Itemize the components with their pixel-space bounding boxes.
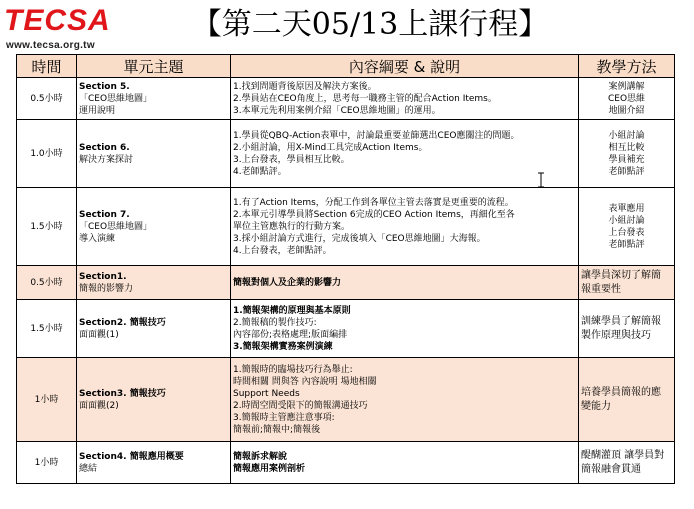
section-line: 導入演練 (79, 233, 116, 244)
tecsa-logo (4, 4, 114, 54)
content-line: 單位主管應執行的行動方案。 (233, 221, 351, 232)
table-header-row (17, 55, 675, 78)
content-cell (231, 442, 579, 484)
time-cell: 0.5小時 (17, 266, 77, 300)
method-line: 報重要性 (581, 283, 621, 295)
section-title: Section 7. (79, 209, 130, 220)
method-cell (579, 358, 675, 442)
page-title: 【第二天05/13上課行程】 (191, 7, 549, 42)
section-title: Section1. (79, 271, 127, 282)
content-line: 4.上台發表，老師點評。 (233, 245, 332, 256)
content-line: 簡報對個人及企業的影響力 (233, 277, 342, 288)
content-line: 2.學員站在CEO角度上，思考每一職務主管的配合Action Items。 (233, 93, 497, 104)
content-line: 2.小組討論，用X-Mind工具完成Action Items。 (233, 142, 428, 153)
method-line: CEO思維 (607, 93, 646, 104)
section-line: 「CEO思維地圖」 (79, 93, 153, 104)
section-line: 總結 (79, 463, 98, 474)
content-line: 時間相關 問與答 內容說明 場地相關 (233, 376, 377, 387)
method-line: 小組討論 (608, 130, 645, 141)
content-cell (231, 188, 579, 266)
content-line: 3.上台發表，學員相互比較。 (233, 154, 350, 165)
table-row (17, 442, 675, 484)
content-cell (231, 358, 579, 442)
time-cell: 1.0小時 (17, 120, 77, 188)
header-time: 時間 (17, 55, 77, 78)
content-cell (231, 266, 579, 300)
method-line: 相互比較 (608, 142, 645, 153)
unit-cell (77, 442, 231, 484)
header-unit: 單元主題 (77, 55, 231, 78)
schedule-table (16, 54, 675, 484)
table-row (17, 300, 675, 358)
table-row (17, 78, 675, 120)
content-line: 簡報訴求解說 (233, 451, 288, 462)
content-line: 3.本單元先利用案例介紹「CEO思維地圖」的運用。 (233, 105, 441, 116)
unit-cell (77, 266, 231, 300)
unit-cell (77, 78, 231, 120)
time-cell: 0.5小時 (17, 78, 77, 120)
content-cell (231, 120, 579, 188)
section-line: 簡報的影響力 (79, 283, 134, 294)
content-cell (231, 78, 579, 120)
content-line: 1.簡報架構的原理與基本原則 (233, 305, 351, 316)
method-line: 小組討論 (608, 215, 645, 226)
content-line: Support Needs (233, 388, 300, 399)
content-line: 3.簡報時主管應注意事項: (233, 412, 335, 423)
time-cell: 1.5小時 (17, 188, 77, 266)
unit-cell (77, 300, 231, 358)
method-line: 醍醐灌頂 讓學員對 (581, 449, 665, 461)
logo-brand: TECSA (4, 4, 111, 37)
time-cell: 1小時 (17, 442, 77, 484)
content-line: 1.有了Action Items，分配工作到各單位主管去落實是更重要的流程。 (233, 197, 514, 208)
section-line: 面面觀(2) (79, 400, 119, 411)
method-line: 案例講解 (608, 81, 645, 92)
content-line: 2.時間空間受限下的簡報溝通技巧 (233, 400, 368, 411)
time-cell: 1小時 (17, 358, 77, 442)
method-cell (579, 442, 675, 484)
method-line: 讓學員深切了解簡 (581, 269, 661, 281)
unit-cell (77, 120, 231, 188)
section-line: 解決方案探討 (79, 154, 134, 165)
method-line: 地圖介紹 (608, 105, 645, 116)
header-content: 內容綱要 & 說明 (231, 55, 579, 78)
table-row (17, 120, 675, 188)
method-cell (579, 188, 675, 266)
section-line: 「CEO思維地圖」 (79, 221, 153, 232)
method-cell (579, 266, 675, 300)
content-line: 簡報應用案例剖析 (233, 463, 306, 474)
method-line: 變能力 (581, 400, 611, 412)
section-title: Section 6. (79, 142, 130, 153)
text-cursor-icon (537, 172, 545, 188)
section-line: 面面觀(1) (79, 329, 119, 340)
section-line: 運用說明 (79, 105, 116, 116)
method-cell (579, 78, 675, 120)
method-line: 學員補充 (608, 154, 645, 165)
content-cell (231, 300, 579, 358)
method-line: 上台發表 (608, 227, 645, 238)
content-line: 2.簡報稿的製作技巧: (233, 317, 317, 328)
section-title: Section4. 簡報應用概要 (79, 451, 184, 462)
method-line: 老師點評 (608, 166, 645, 177)
section-title: Section 5. (79, 81, 130, 92)
section-title: Section3. 簡報技巧 (79, 388, 166, 399)
content-line: 1.找到問題背後原因及解決方案後。 (233, 81, 377, 92)
content-line: 2.本單元引導學員將Section 6完成的CEO Action Items，再細化至各 (233, 209, 515, 220)
logo-url: www.tecsa.org.tw (6, 40, 95, 51)
content-line: 內容部份;表格處理;版面編排 (233, 329, 348, 340)
content-line: 1.簡報時的臨場技巧行為舉止: (233, 364, 353, 375)
table-row (17, 358, 675, 442)
content-line: 簡報前;簡報中;簡報後 (233, 424, 321, 435)
unit-cell (77, 188, 231, 266)
method-line: 製作原理與技巧 (581, 329, 651, 341)
content-line: 3.簡報架構實務案例演練 (233, 341, 333, 352)
content-line: 4.老師點評。 (233, 166, 287, 177)
unit-cell (77, 358, 231, 442)
method-line: 簡報融會貫通 (581, 463, 641, 475)
method-cell (579, 120, 675, 188)
table-row (17, 266, 675, 300)
method-cell (579, 300, 675, 358)
section-title: Section2. 簡報技巧 (79, 317, 166, 328)
time-cell: 1.5小時 (17, 300, 77, 358)
header-method: 教學方法 (579, 55, 675, 78)
method-line: 培養學員簡報的應 (581, 386, 661, 398)
method-line: 老師點評 (608, 239, 645, 250)
content-line: 1.學員從QBQ-Action表單中，討論最重要並篩選出CEO應關注的問題。 (233, 130, 520, 141)
table-row (17, 188, 675, 266)
content-line: 3.採小組討論方式進行，完成後填入「CEO思維地圖」大海報。 (233, 233, 486, 244)
method-line: 訓練學員了解簡報 (581, 315, 661, 327)
method-line: 表單應用 (608, 203, 645, 214)
